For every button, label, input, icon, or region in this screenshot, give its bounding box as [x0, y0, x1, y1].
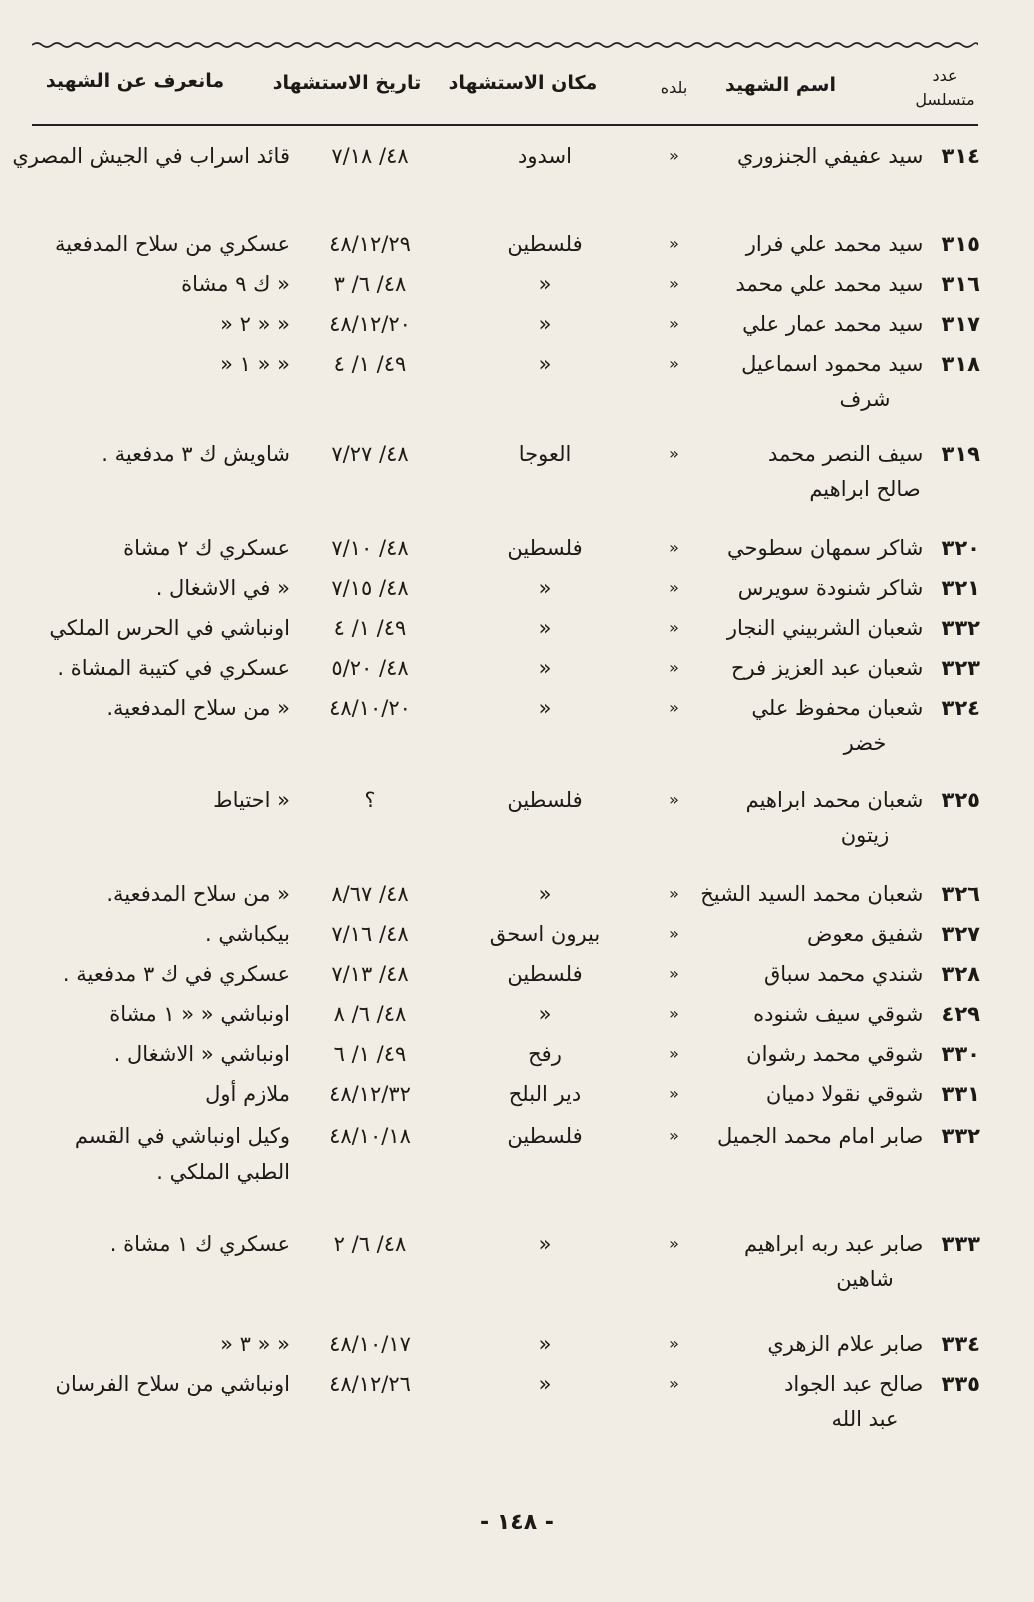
header-known: مانعرف عن الشهيد	[45, 70, 225, 92]
name-text: صابر امام محمد الجميل	[717, 1124, 924, 1148]
name-text: شندي محمد سباق	[763, 962, 924, 986]
martyr-name	[710, 1076, 980, 1112]
serial-number: ٣٣٢	[941, 1124, 980, 1148]
header-serial-line1: عدد	[932, 66, 958, 85]
martyrdom-place: «	[538, 352, 552, 376]
header-date: تاريخ الاستشهاد	[272, 72, 422, 94]
country: «	[669, 234, 679, 253]
country: «	[669, 578, 679, 597]
martyrdom-date: ٤٩/ ١/ ٤	[333, 352, 407, 376]
martyr-name	[710, 996, 980, 1032]
note-text: عسكري ك ١ مشاة .	[109, 1232, 290, 1256]
martyrdom-place: فلسطين	[507, 1124, 583, 1148]
name-continuation: شرف	[839, 387, 891, 411]
note-text: عسكري ك ٢ مشاة	[123, 536, 290, 560]
known-info	[28, 346, 290, 382]
martyrdom-place: فلسطين	[507, 788, 583, 812]
martyrdom-place: فلسطين	[507, 536, 583, 560]
known-info	[28, 1036, 290, 1072]
martyrdom-date: ٤٨/١٢/٢٠	[329, 312, 411, 336]
country: «	[669, 1126, 679, 1145]
martyr-name	[710, 1118, 980, 1154]
country: «	[669, 658, 679, 677]
serial-number: ٣٢٥	[941, 788, 980, 812]
country: «	[669, 618, 679, 637]
note-text: اونباشي « الاشغال .	[113, 1042, 290, 1066]
martyr-name	[710, 346, 980, 416]
serial-number: ٣٣٠	[941, 1042, 980, 1066]
known-info	[12, 138, 290, 174]
serial-number: ٣٢٣	[941, 656, 980, 680]
country: «	[669, 538, 679, 557]
note-text: « « ٢ «	[220, 312, 290, 336]
note-text: وكيل اونباشي في القسم	[74, 1124, 290, 1148]
martyrdom-date: ٤٨/ ٧/١٥	[331, 576, 409, 600]
martyrdom-date: ٤٨/ ٧/١٨	[331, 144, 409, 168]
name-text: شاكر سمهان سطوحي	[726, 536, 924, 560]
country: «	[669, 884, 679, 903]
country: «	[669, 964, 679, 983]
martyrdom-place: «	[538, 576, 552, 600]
name-text: سيد محمد علي محمد	[735, 272, 924, 296]
martyr-name	[700, 876, 980, 912]
martyrdom-place: رفح	[528, 1042, 562, 1066]
name-continuation: عبد الله	[831, 1407, 899, 1431]
note-text: قائد اسراب في الجيش المصري	[12, 144, 290, 168]
note-text: ملازم أول	[205, 1082, 290, 1106]
country: «	[669, 1374, 679, 1393]
note-text: اونباشي من سلاح الفرسان	[55, 1372, 290, 1396]
martyr-name	[710, 570, 980, 606]
martyr-name	[710, 1226, 980, 1296]
note-text: عسكري في ك ٣ مدفعية .	[62, 962, 290, 986]
martyrdom-place: «	[538, 1332, 552, 1356]
martyrdom-place: «	[538, 656, 552, 680]
serial-number: ٣٢١	[941, 576, 980, 600]
note-text: « من سلاح المدفعية.	[106, 882, 290, 906]
known-info	[28, 1076, 290, 1112]
martyrdom-date: ٤٩/ ١/ ٤	[333, 616, 407, 640]
martyr-name	[710, 690, 980, 760]
serial-number: ٣١٩	[941, 442, 980, 466]
header-rule	[32, 124, 978, 126]
name-text: شعبان عبد العزيز فرح	[730, 656, 924, 680]
country: «	[669, 146, 679, 165]
known-info	[28, 996, 290, 1032]
known-info	[28, 782, 290, 818]
martyrdom-date: ٤٨/ ٧/١٦	[331, 922, 409, 946]
known-info	[28, 610, 290, 646]
known-info	[28, 530, 290, 566]
country: «	[669, 1044, 679, 1063]
martyrdom-place: فلسطين	[507, 232, 583, 256]
note-text: « من سلاح المدفعية.	[106, 696, 290, 720]
country: «	[669, 790, 679, 809]
name-text: سيد محمد علي فرار	[745, 232, 924, 256]
serial-number: ٣١٨	[941, 352, 980, 376]
serial-number: ٣١٦	[941, 272, 980, 296]
martyrdom-place: «	[538, 272, 552, 296]
name-text: شعبان محمد السيد الشيخ	[700, 882, 924, 906]
martyrdom-date: ٤٨/١٢/٣٢	[329, 1082, 411, 1106]
martyrdom-place: فلسطين	[507, 962, 583, 986]
country: «	[669, 1234, 679, 1253]
martyrdom-date: ٤٨/١٠/١٧	[329, 1332, 411, 1356]
known-info	[28, 956, 290, 992]
note-text: « في الاشغال .	[155, 576, 290, 600]
name-text: شفيق معوض	[806, 922, 924, 946]
note-continuation: الطبي الملكي .	[156, 1160, 290, 1184]
martyr-name	[710, 916, 980, 952]
martyrdom-date: ٤٨/١٢/٢٦	[329, 1372, 411, 1396]
serial-number: ٣٢٠	[941, 536, 980, 560]
country: «	[669, 444, 679, 463]
name-text: سيد عفيفي الجنزوري	[736, 144, 924, 168]
serial-number: ٣١٧	[941, 312, 980, 336]
martyrdom-date: ٤٨/ ٧/٢٧	[331, 442, 409, 466]
country: «	[669, 314, 679, 333]
name-text: سيف النصر محمد	[767, 442, 924, 466]
martyrdom-place: بيرون اسحق	[489, 922, 601, 946]
martyr-name	[710, 226, 980, 262]
martyrdom-date: ٤٨/ ٧/١٠	[331, 536, 409, 560]
name-text: شوقي نقولا دميان	[765, 1082, 924, 1106]
name-continuation: شاهين	[836, 1267, 894, 1291]
known-info	[28, 1366, 290, 1402]
note-text: اونباشي « « ١ مشاة	[109, 1002, 290, 1026]
name-text: شعبان محمد ابراهيم	[745, 788, 924, 812]
martyrdom-place: «	[538, 882, 552, 906]
martyrdom-place: «	[538, 616, 552, 640]
serial-number: ٣٢٤	[941, 696, 980, 720]
note-text: « احتياط	[213, 788, 290, 812]
page-number: - ١٤٨ -	[480, 1510, 554, 1535]
martyr-name	[710, 956, 980, 992]
martyrdom-place: «	[538, 1002, 552, 1026]
country: «	[669, 1084, 679, 1103]
martyr-name	[710, 782, 980, 852]
header-serial-line2: متسلسل	[915, 90, 975, 109]
martyr-name	[710, 138, 980, 174]
serial-number: ٣١٥	[941, 232, 980, 256]
martyrdom-date: ٤٨/١٠/١٨	[329, 1124, 411, 1148]
known-info	[28, 266, 290, 302]
name-text: شوقي سيف شنوده	[753, 1002, 924, 1026]
country: «	[669, 274, 679, 293]
note-text: عسكري من سلاح المدفعية	[55, 232, 290, 256]
martyrdom-place: «	[538, 1372, 552, 1396]
martyrdom-date: ٤٨/ ٦/ ٢	[333, 1232, 407, 1256]
martyrdom-date: ؟	[364, 788, 376, 812]
known-info	[28, 436, 290, 472]
martyrdom-place: العوجا	[518, 442, 572, 466]
name-text: صابر علام الزهري	[767, 1332, 924, 1356]
martyr-name	[710, 306, 980, 342]
table-header	[0, 60, 1034, 122]
note-text: « « ١ «	[220, 352, 290, 376]
serial-number: ٣١٤	[941, 144, 980, 168]
serial-number: ٣٢٨	[941, 962, 980, 986]
known-info	[28, 226, 290, 262]
header-serial	[910, 64, 980, 112]
name-continuation: صالح ابراهيم	[809, 477, 921, 501]
martyrdom-place: اسدود	[518, 144, 572, 168]
name-continuation: زيتون	[840, 823, 890, 847]
note-text: عسكري في كتيبة المشاة .	[57, 656, 290, 680]
martyrdom-date: ٤٩/ ١/ ٦	[333, 1042, 407, 1066]
martyr-name	[710, 610, 980, 646]
known-info	[28, 916, 290, 952]
serial-number: ٣٢٧	[941, 922, 980, 946]
name-text: سيد محمود اسماعيل	[741, 352, 924, 376]
header-place: مكان الاستشهاد	[448, 72, 598, 94]
name-text: شاكر شنودة سويرس	[737, 576, 924, 600]
note-text: شاويش ك ٣ مدفعية .	[101, 442, 290, 466]
known-info	[28, 690, 290, 726]
martyrdom-date: ٤٨/ ٦/ ٣	[333, 272, 407, 296]
name-text: شعبان محفوظ علي	[751, 696, 924, 720]
serial-number: ٣٣٤	[941, 1332, 980, 1356]
serial-number: ٣٣٣	[941, 1232, 980, 1256]
martyrdom-date: ٤٨/ ٥/٢٠	[331, 656, 409, 680]
serial-number: ٣٣٥	[941, 1372, 980, 1396]
known-info	[28, 1226, 290, 1262]
martyr-name	[710, 1366, 980, 1436]
martyr-name	[710, 436, 980, 506]
name-text: صابر عبد ربه ابراهيم	[744, 1232, 924, 1256]
country: «	[669, 1004, 679, 1023]
country: «	[669, 1334, 679, 1353]
country: «	[669, 698, 679, 717]
serial-number: ٣٢٦	[941, 882, 980, 906]
country: «	[669, 354, 679, 373]
martyrdom-place: «	[538, 696, 552, 720]
martyr-name	[710, 650, 980, 686]
martyrdom-date: ٤٨/ ٦/ ٨	[333, 1002, 407, 1026]
martyr-name	[710, 1036, 980, 1072]
known-info	[28, 876, 290, 912]
note-text: اونباشي في الحرس الملكي	[49, 616, 290, 640]
known-info	[28, 1326, 290, 1362]
country: «	[669, 924, 679, 943]
martyrdom-date: ٤٨/ ٨/٦٧	[331, 882, 409, 906]
martyrdom-date: ٤٨/١٢/٢٩	[329, 232, 411, 256]
name-continuation: خضر	[843, 731, 887, 755]
header-name: اسم الشهيد	[725, 74, 836, 96]
note-text: « ك ٩ مشاة	[181, 272, 290, 296]
serial-number: ٣٣١	[941, 1082, 980, 1106]
name-text: شعبان الشربيني النجار	[726, 616, 924, 640]
name-text: شوقي محمد رشوان	[746, 1042, 924, 1066]
known-info	[28, 650, 290, 686]
martyrdom-place: دير البلح	[508, 1082, 582, 1106]
martyrdom-place: «	[538, 1232, 552, 1256]
martyr-name	[710, 530, 980, 566]
known-info	[28, 1118, 290, 1190]
wavy-top-rule	[32, 40, 978, 50]
known-info	[28, 306, 290, 342]
serial-number: ٣٣٢	[941, 616, 980, 640]
note-text: بيكباشي .	[205, 922, 290, 946]
header-country: بلده	[660, 78, 688, 97]
martyrdom-date: ٤٨/ ٧/١٣	[331, 962, 409, 986]
martyrdom-date: ٤٨/١٠/٢٠	[329, 696, 411, 720]
note-text: « « ٣ «	[220, 1332, 290, 1356]
martyr-name	[710, 1326, 980, 1362]
name-text: سيد محمد عمار علي	[742, 312, 924, 336]
martyr-name	[710, 266, 980, 302]
known-info	[28, 570, 290, 606]
name-text: صالح عبد الجواد	[784, 1372, 924, 1396]
martyrdom-place: «	[538, 312, 552, 336]
serial-number: ٤٢٩	[941, 1002, 980, 1026]
